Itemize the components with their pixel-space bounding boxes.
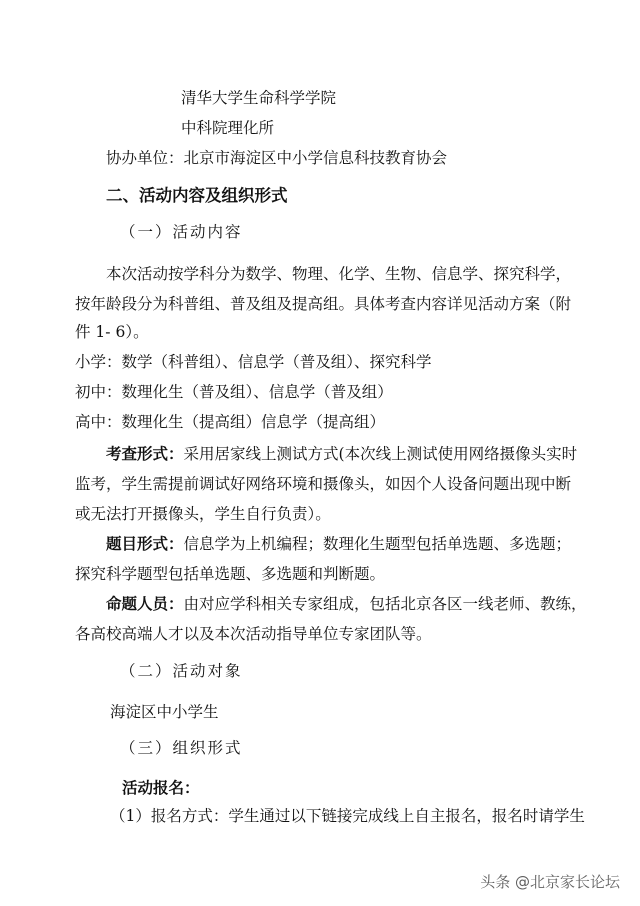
- question-format-label: 题目形式：: [106, 534, 184, 553]
- content-para-line-1: 本次活动按学科分为数学、物理、化学、生物、信息学、探究科学，: [106, 265, 572, 283]
- junior-school-subjects: 初中：数理化生（普及组）、信息学（普及组）: [75, 383, 393, 401]
- exam-format-line-2: 监考，学生需提前调试好网络环境和摄像头，如因个人设备问题出现中断: [75, 475, 572, 493]
- watermark: 头条 @北京家长论坛: [480, 873, 620, 891]
- exam-format-line-1: [106, 444, 577, 464]
- question-format-text: 信息学为上机编程；数理化生题型包括单选题、多选题；: [183, 535, 572, 553]
- exam-format-text: 采用居家线上测试方式(本次线上测试使用网络摄像头实时: [183, 445, 578, 463]
- primary-school-subjects: 小学：数学（科普组）、信息学（普及组）、探究科学: [75, 353, 432, 371]
- co-organizer: [106, 148, 447, 168]
- question-setters-line-1: [106, 594, 587, 614]
- signup-method-line-1: （1）报名方式：学生通过以下链接完成线上自主报名，报名时请学生: [110, 807, 585, 825]
- question-format-line-2: 探究科学题型包括单选题、多选题和判断题。: [75, 565, 386, 583]
- subsection-1-heading: （一）活动内容: [120, 223, 243, 241]
- question-setters-label: 命题人员：: [106, 594, 184, 613]
- section-2-heading: 二、活动内容及组织形式: [106, 186, 288, 205]
- content-para-line-3: 件 1- 6）。: [75, 323, 149, 341]
- question-setters-text: 由对应学科相关专家组成，包括北京各区一线老师、教练，: [183, 595, 587, 613]
- question-setters-line-2: 各高校高端人才以及本次活动指导单位专家团队等。: [75, 625, 432, 643]
- subsection-3-heading: （三）组织形式: [120, 739, 243, 757]
- exam-format-label: 考查形式：: [106, 444, 184, 463]
- host-org-2: 中科院理化所: [181, 119, 275, 137]
- co-organizer-name: 北京市海淀区中小学信息科技教育协会: [183, 149, 448, 167]
- subsection-2-heading: （二）活动对象: [120, 662, 243, 680]
- senior-school-subjects: 高中：数理化生（提高组）信息学（提高组）: [75, 413, 386, 431]
- signup-label: 活动报名：: [122, 778, 200, 797]
- question-format-line-1: [106, 534, 571, 554]
- host-org-1: 清华大学生命科学学院: [181, 89, 337, 107]
- content-para-line-2: 按年龄段分为科普组、普及组及提高组。具体考查内容详见活动方案（附: [75, 295, 572, 313]
- exam-format-line-3: 或无法打开摄像头，学生自行负责）。: [75, 505, 331, 523]
- target-participants: 海淀区中小学生: [110, 703, 219, 721]
- co-organizer-label: 协办单位：: [106, 149, 184, 167]
